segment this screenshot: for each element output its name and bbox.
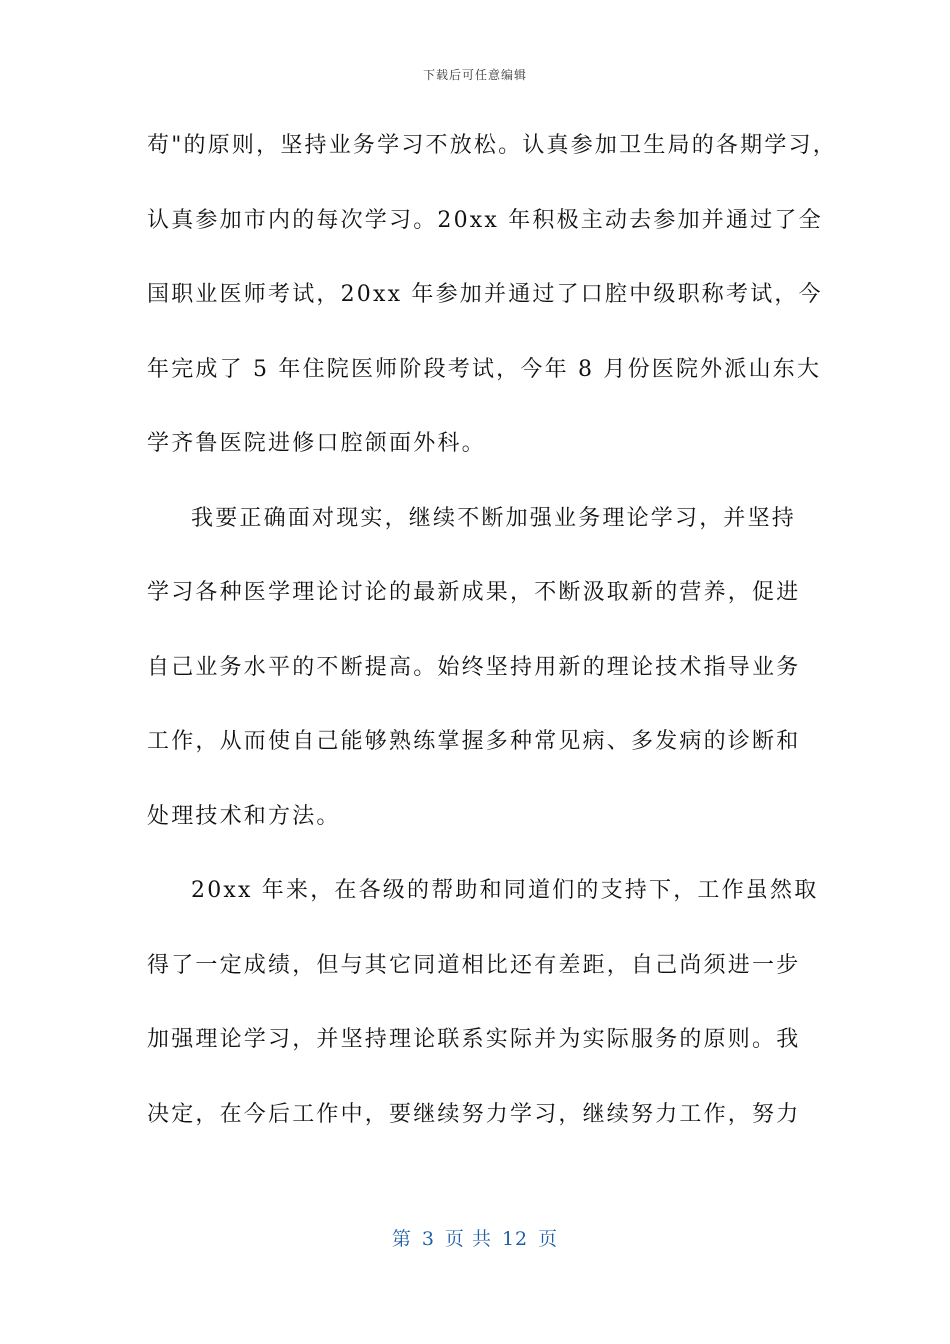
text-line: 得了一定成绩，但与其它同道相比还有差距，自己尚须进一步 bbox=[147, 952, 801, 978]
paragraph-first-line: 20xx 年来，在各级的帮助和同道们的支持下，工作虽然取 bbox=[191, 878, 819, 903]
text-line: 自己业务水平的不断提高。始终坚持用新的理论技术指导业务 bbox=[147, 654, 801, 680]
text-line: 学习各种医学理论讨论的最新成果，不断汲取新的营养，促进 bbox=[147, 580, 801, 605]
paragraph-first-line: 我要正确面对现实，继续不断加强业务理论学习，并坚持 bbox=[191, 505, 797, 531]
current-page-number: 3 bbox=[421, 1228, 435, 1250]
text-line: 苟"的原则，坚持业务学习不放松。认真参加卫生局的各期学习， bbox=[147, 133, 837, 158]
footer-middle: 页 共 bbox=[444, 1228, 492, 1250]
document-body bbox=[147, 120, 837, 1163]
text-line: 学齐鲁医院进修口腔颌面外科。 bbox=[147, 431, 486, 456]
page-footer bbox=[0, 1224, 950, 1251]
text-line: 认真参加市内的每次学习。20xx 年积极主动去参加并通过了全 bbox=[147, 207, 823, 233]
text-line: 工作，从而使自己能够熟练掌握多种常见病、多发病的诊断和 bbox=[147, 729, 801, 754]
total-pages-number: 12 bbox=[501, 1228, 529, 1250]
footer-prefix: 第 bbox=[391, 1228, 412, 1250]
text-line: 年完成了 5 年住院医师阶段考试，今年 8 月份医院外派山东大 bbox=[147, 356, 822, 382]
text-line: 处理技术和方法。 bbox=[147, 803, 341, 829]
text-line: 国职业医师考试，20xx 年参加并通过了口腔中级职称考试，今 bbox=[147, 282, 823, 307]
footer-suffix: 页 bbox=[538, 1228, 559, 1250]
text-line: 决定，在今后工作中，要继续努力学习，继续努力工作，努力 bbox=[147, 1101, 801, 1127]
page-header: 下载后可任意编辑 bbox=[422, 68, 527, 82]
text-line: 加强理论学习，并坚持理论联系实际并为实际服务的原则。我 bbox=[147, 1027, 801, 1052]
